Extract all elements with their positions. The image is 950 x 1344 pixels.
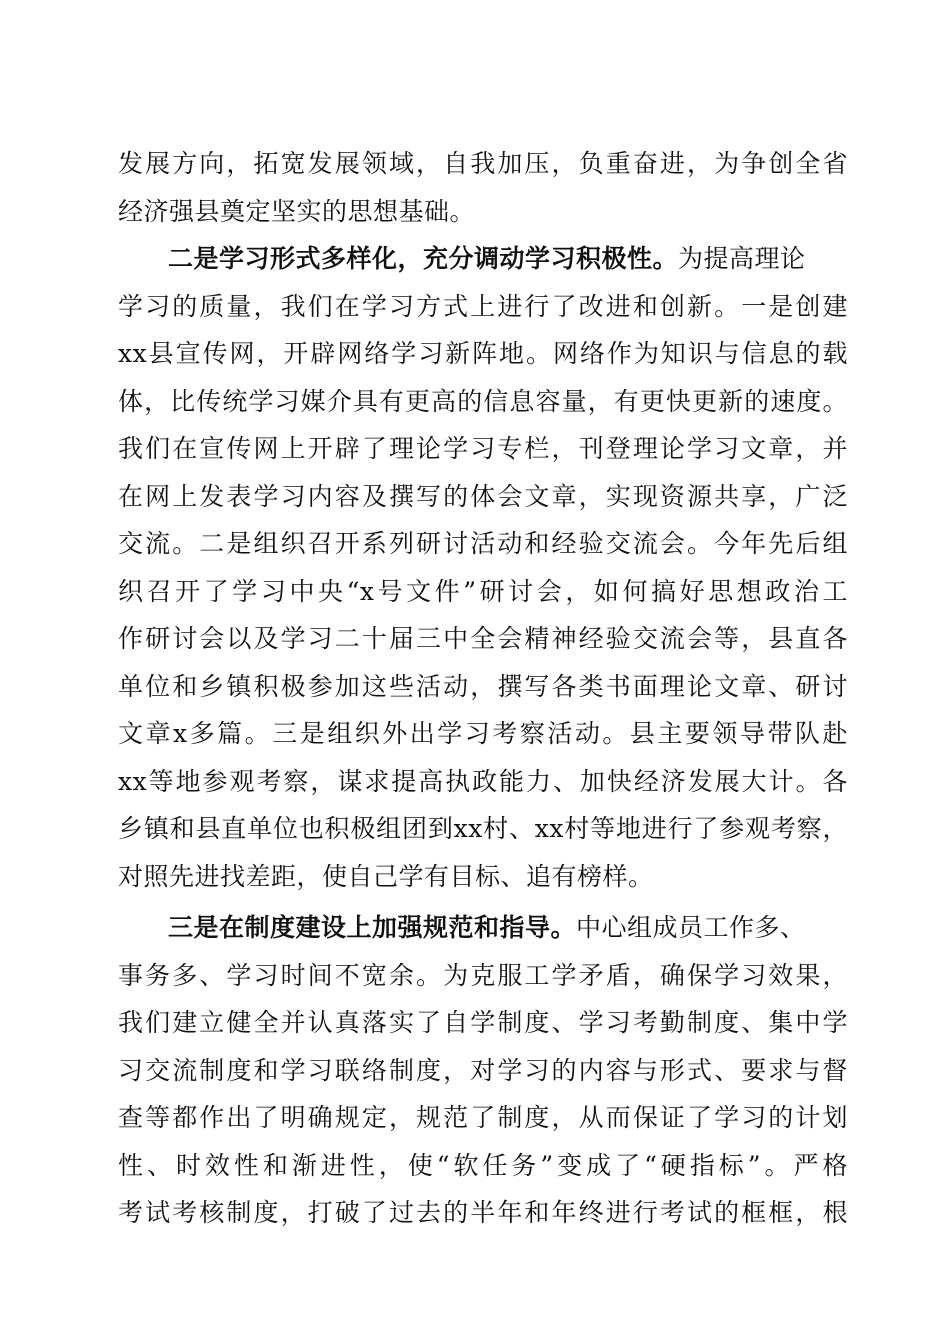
paragraph-heading: 二是学习形式多样化，充分调动学习积极性。 <box>168 244 679 273</box>
paragraph-first-line <box>118 235 848 283</box>
text-line: 体，比传统学习媒介具有更高的信息容量，有更快更新的速度。 <box>118 386 848 416</box>
text-span: 为提高理论 <box>678 244 806 273</box>
text-line: 事务多、学习时间不宽余。为克服工学矛盾，确保学习效果， <box>118 960 848 990</box>
paragraph-heading: 三是在制度建设上加强规范和指导。 <box>168 913 577 942</box>
paragraph-2 <box>118 235 848 900</box>
text-span: 中心组成员工作多、 <box>576 913 806 942</box>
text-line: 经济强县奠定坚实的思想基础。 <box>118 196 476 226</box>
text-line: xx县宣传网，开辟网络学习新阵地。网络作为知识与信息的载 <box>118 339 848 368</box>
text-line: 在网上发表学习内容及撰写的体会文章，实现资源共享，广泛 <box>118 481 848 511</box>
text-line: 习交流制度和学习联络制度，对学习的内容与形式、要求与督 <box>118 1055 848 1085</box>
text-line: 学习的质量，我们在学习方式上进行了改进和创新。一是创建 <box>118 291 848 321</box>
text-line: xx等地参观考察，谋求提高执政能力、加快经济发展大计。各 <box>118 766 848 796</box>
text-line: 对照先进找差距，使自己学有目标、追有榜样。 <box>118 861 654 891</box>
text-line: 我们在宣传网上开辟了理论学习专栏，刊登理论学习文章，并 <box>118 434 848 463</box>
text-line: 乡镇和县直单位也积极组团到xx村、xx村等地进行了参观考察， <box>118 814 848 843</box>
document-body <box>118 140 848 1237</box>
text-line: 发展方向，拓宽发展领域，自我加压，负重奋进，为争创全省 <box>118 149 848 178</box>
paragraph-first-line <box>118 904 848 952</box>
text-line: 性、时效性和渐进性，使“软任务”变成了“硬指标”。严格 <box>118 1150 848 1180</box>
text-line: 单位和乡镇积极参加这些活动，撰写各类书面理论文章、研讨 <box>118 671 848 701</box>
text-line: 织召开了学习中央“x号文件”研讨会，如何搞好思想政治工 <box>118 576 848 606</box>
text-line: 交流。二是组织召开系列研讨活动和经验交流会。今年先后组 <box>118 529 848 558</box>
text-line: 作研讨会以及学习二十届三中全会精神经验交流会等，县直各 <box>118 624 848 653</box>
text-line: 考试考核制度，打破了过去的半年和年终进行考试的框框，根 <box>118 1198 848 1227</box>
text-line: 文章x多篇。三是组织外出学习考察活动。县主要领导带队赴 <box>118 719 848 748</box>
paragraph-3 <box>118 904 848 1237</box>
paragraph-1 <box>118 140 848 235</box>
text-line: 查等都作出了明确规定，规范了制度，从而保证了学习的计划 <box>118 1103 848 1132</box>
text-line: 我们建立健全并认真落实了自学制度、学习考勤制度、集中学 <box>118 1008 848 1037</box>
